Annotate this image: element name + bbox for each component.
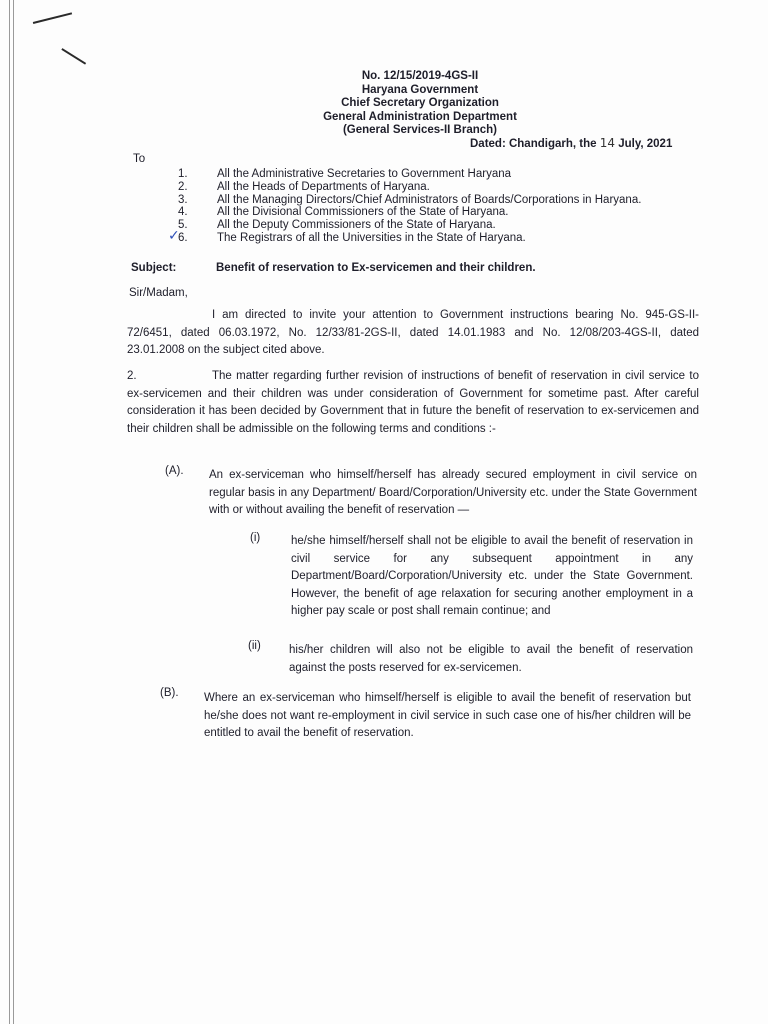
paragraph-2: The matter regarding further revision of instructions of benefit of reservation in civil service to ex-servicemen and their children was under consideration of Government for sometime past. After careful consideration it has been decided by Government that in future the benefit of reservation to ex-servicemen and their children shall be admissible on the following terms and conditions :- — [127, 370, 699, 435]
addressee-text: The Registrars of all the Universities in the State of Haryana. — [217, 231, 526, 244]
clause-b: Where an ex-serviceman who himself/herself is eligible to avail the benefit of reservation but he/she does not want re-employment in civil service in such case one of his/her children will be entitled to avail the benefit of reservation. — [204, 692, 691, 739]
addressee-text: All the Heads of Departments of Haryana. — [217, 180, 430, 193]
dated-suffix: July, 2021 — [618, 138, 673, 150]
addressee-number: 4. — [178, 206, 188, 219]
addressee-text: All the Divisional Commissioners of the State of Haryana. — [217, 206, 509, 219]
letter-header — [300, 70, 540, 138]
addressee-item — [178, 232, 641, 245]
government-name: Haryana Government — [361, 83, 479, 96]
addressee-item — [178, 168, 641, 181]
clause-a-label: (A). — [165, 465, 184, 477]
binder-line-left — [9, 0, 10, 1024]
subclause-ii-label: (ii) — [248, 640, 261, 652]
addressee-item — [178, 181, 641, 194]
dated-day-handwritten: 14 — [599, 136, 615, 150]
subclause-i-label: (i) — [250, 532, 261, 544]
addressee-number: 1. — [178, 168, 188, 180]
clause-b-label: (B). — [160, 687, 179, 699]
dated-line — [470, 136, 672, 150]
subclause-i: he/she himself/herself shall not be eligible to avail the benefit of reservation in civil service for any subsequent appointment in any Department/Board/Corporation/University etc. under the State Government. However, the benefit of age relaxation for securing another employment in a higher pay scale or post shall remain continue; and — [291, 535, 693, 617]
subclause-ii: his/her children will also not be eligible to avail the benefit of reservation against the posts reserved for ex-servicemen. — [289, 644, 693, 674]
addressee-text: All the Deputy Commissioners of the State of Haryana. — [217, 219, 496, 232]
subject-line — [131, 262, 536, 274]
subject-label: Subject: — [131, 262, 177, 274]
letter-number: No. 12/15/2019-4GS-II — [361, 70, 479, 82]
binder-line-right — [13, 0, 14, 1024]
pen-stroke-bottom — [62, 48, 87, 64]
addressee-list — [178, 168, 641, 245]
clause-a: An ex-serviceman who himself/herself has already secured employment in civil service on regular basis in any Department/ Board/Corporation/University etc. under the State Government with or without availing the benefit of reservation — — [209, 469, 697, 516]
handwritten-tick-mark: ✓ — [168, 228, 180, 244]
addressee-text: All the Managing Directors/Chief Administrators of Boards/Corporations in Haryana. — [217, 193, 642, 206]
subject-text: Benefit of reservation to Ex-servicemen and their children. — [216, 262, 536, 274]
branch-name: (General Services-II Branch) — [342, 124, 498, 136]
organization-name: Chief Secretary Organization — [341, 97, 499, 109]
addressee-item — [178, 194, 641, 207]
paragraph-2-number: 2. — [127, 370, 137, 382]
department-name: General Administration Department — [323, 110, 517, 123]
pen-stroke-top — [33, 12, 72, 23]
to-label: To — [133, 153, 146, 165]
addressee-item — [178, 219, 641, 232]
dated-prefix: Dated: Chandigarh, the — [470, 138, 597, 150]
addressee-number: 5. — [178, 219, 188, 232]
addressee-number: 2. — [178, 180, 188, 193]
addressee-number: 6. — [178, 231, 188, 244]
addressee-number: 3. — [178, 193, 188, 206]
addressee-item — [178, 206, 641, 219]
paragraph-1: I am directed to invite your attention to Government instructions bearing No. 945-GS-II-72/6451, dated 06.03.1972, No. 12/33/81-2GS-II, dated 14.01.1983 and No. 12/08/203-4GS-II, dated 23.01.2008 on the subject cited above. — [127, 309, 699, 356]
addressee-text: All the Administrative Secretaries to Government Haryana — [217, 168, 512, 180]
salutation: Sir/Madam, — [129, 287, 188, 299]
